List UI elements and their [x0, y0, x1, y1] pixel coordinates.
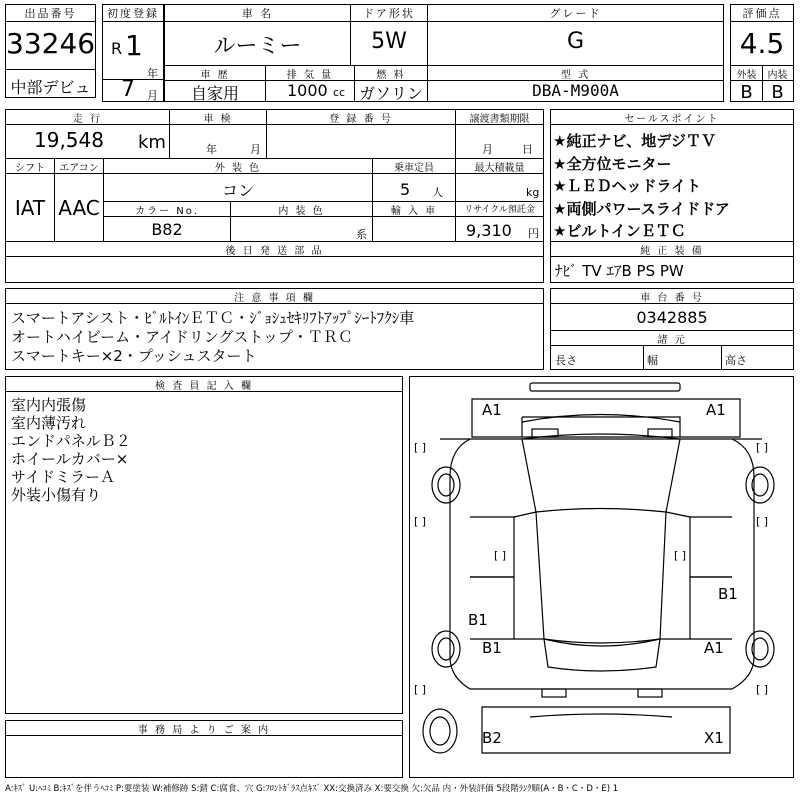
- height-label: 高さ: [725, 354, 747, 367]
- sales-point: ★ＬＥＤヘッドライト: [553, 177, 701, 195]
- registration-no-label: 登 録 番 号: [267, 110, 455, 125]
- sales-point: ★全方位モニター: [553, 154, 672, 173]
- inspector-label: 検 査 員 記 入 欄: [6, 377, 402, 392]
- notes-box: [5, 288, 544, 370]
- exterior-color-label: 外 装 色: [104, 159, 372, 174]
- car-diagram-svg: [410, 377, 793, 777]
- aircon: AAC: [58, 196, 100, 220]
- fuel: ガソリン: [358, 84, 423, 103]
- fuel-label: 燃 料: [355, 66, 427, 81]
- inspector-note: 外装小傷有り: [11, 486, 102, 504]
- chassis-box: [550, 288, 794, 370]
- registration-year: 1: [125, 29, 143, 62]
- standard-equipment: ﾅﾋﾞ TV ｴｱB PS PW: [555, 262, 684, 280]
- transfer-day-unit: 日: [522, 143, 533, 156]
- chassis-number-label: 車 台 番 号: [551, 289, 793, 304]
- lot-number-label: 出品番号: [6, 5, 95, 22]
- sales-point: ★両側パワースライドドア: [553, 199, 730, 218]
- exterior-color: コン: [221, 181, 254, 200]
- inspector-note: ホイールカバー×: [11, 450, 129, 468]
- inspector-note: 室内薄汚れ: [11, 414, 87, 432]
- car-damage-diagram: [409, 376, 794, 778]
- month-unit: 月: [147, 89, 158, 102]
- displacement-unit: cc: [333, 86, 346, 99]
- history-label: 車 歴: [165, 66, 265, 81]
- damage-mark-front-right: A1: [706, 401, 726, 419]
- spec-box: [5, 109, 544, 283]
- damage-mark-right-side: B1: [718, 585, 738, 603]
- damage-mark-right-rear: A1: [704, 639, 724, 657]
- inspector-note: サイドミラーＡ: [11, 468, 115, 486]
- grade-label: グレード: [428, 5, 723, 22]
- grade: G: [566, 29, 585, 54]
- year-unit: 年: [147, 67, 158, 80]
- inspector-note: エンドパネルＢ２: [11, 432, 131, 450]
- aircon-label: エアコン: [55, 159, 103, 174]
- color-number: B82: [151, 220, 183, 239]
- interior-grade: B: [771, 82, 784, 103]
- history: 自家用: [190, 84, 239, 103]
- note-line: スマートキー×2・プッシュスタート: [11, 347, 257, 365]
- sales-points-label: セールスポイント: [551, 110, 793, 125]
- office-label: 事 務 局 よ り ご 案 内: [6, 721, 402, 736]
- capacity-unit: 人: [432, 186, 443, 199]
- debut-label: 中部デビュ: [10, 78, 91, 97]
- mirror-bracket-left: [ ]: [414, 441, 427, 454]
- interior-label: 内装: [762, 66, 793, 81]
- recycle-deposit: 9,310: [466, 221, 512, 240]
- lot-number: 33246: [6, 27, 96, 60]
- door-label: ドア形状: [351, 5, 427, 22]
- door-type: 5W: [371, 29, 407, 54]
- model-code: DBA-M900A: [532, 81, 619, 100]
- legend: A:ｷｽﾞ U:ﾍｺﾐ B:ｷｽﾞを伴うﾍｺﾐ P:要塗装 W:補修跡 S:錆 C:腐食、穴 G:ﾌﾛﾝﾄｶﾞﾗｽ点ｷｽﾞ XX:交換済み X:要交換 欠:欠品 内・外装評価 5段階ﾗﾝｸ順(A・B・C・D・E) 1: [5, 784, 619, 794]
- dimensions-label: 諸 元: [551, 331, 793, 346]
- notes-label: 注 意 事 項 欄: [6, 289, 543, 304]
- score-label: 評価点: [731, 5, 793, 22]
- damage-mark-rear-right: X1: [704, 729, 724, 747]
- transfer-month-unit: 月: [482, 143, 493, 156]
- vehicle-info-box: [164, 4, 724, 102]
- import-label: 輸 入 車: [373, 202, 455, 217]
- note-line: オートハイビーム・アイドリングストップ・ＴＲＣ: [11, 328, 353, 346]
- score-box: [730, 4, 794, 102]
- sales-point: ★ビルトインＥＴＣ: [553, 222, 686, 240]
- first-registration-label: 初度登録: [103, 5, 163, 22]
- sales-points-list: [553, 130, 730, 243]
- office-box: [5, 720, 403, 778]
- recycle-unit: 円: [528, 227, 539, 240]
- mirror-bracket-right: [ ]: [756, 441, 769, 454]
- displacement-label: 排 気 量: [266, 66, 354, 81]
- shift-label: シフト: [6, 159, 54, 174]
- side-bracket-left-lower: [ ]: [414, 683, 427, 696]
- standard-equipment-label: 純 正 装 備: [551, 242, 793, 257]
- transfer-deadline-label: 譲渡書類期限: [456, 110, 543, 125]
- era: R: [111, 39, 123, 58]
- damage-mark-rear-left: B2: [482, 729, 502, 747]
- inspector-notes-list: [11, 396, 131, 504]
- max-load-unit: kg: [526, 186, 540, 199]
- lot-number-box: [5, 4, 96, 98]
- inspection-year-unit: 年: [206, 143, 217, 156]
- later-parts-label: 後 日 発 送 部 品: [6, 242, 543, 257]
- exterior-label: 外装: [731, 66, 762, 81]
- interior-color-suffix: 系: [356, 228, 367, 241]
- car-name-label: 車 名: [165, 5, 350, 22]
- max-load-label: 最大積載量: [456, 159, 543, 174]
- chassis-number: 0342885: [636, 308, 708, 327]
- shift: IAT: [14, 196, 46, 220]
- exterior-grade: B: [740, 82, 753, 103]
- score: 4.5: [739, 27, 785, 60]
- capacity: 5: [400, 180, 411, 199]
- recycle-label: リサイクル預託金: [456, 202, 543, 217]
- side-bracket-right-upper: [ ]: [756, 515, 769, 528]
- capacity-label: 乗車定員: [373, 159, 455, 174]
- displacement: 1000: [287, 81, 328, 100]
- mileage: 19,548: [34, 128, 104, 152]
- mileage-unit: km: [138, 132, 166, 153]
- mileage-label: 走 行: [6, 110, 169, 125]
- damage-mark-left-side: B1: [468, 611, 488, 629]
- length-label: 長さ: [555, 354, 577, 367]
- interior-color-label: 内 装 色: [231, 202, 372, 217]
- inspector-note: 室内内張傷: [11, 396, 87, 414]
- model-label: 型 式: [428, 66, 723, 81]
- side-bracket-right-mid: [ ]: [674, 549, 687, 562]
- width-label: 幅: [647, 354, 658, 367]
- damage-mark-front-left: A1: [482, 401, 502, 419]
- inspection-month-unit: 月: [250, 143, 261, 156]
- sales-points-box: [550, 109, 794, 283]
- registration-month: 7: [121, 77, 135, 102]
- sales-point: ★純正ナビ、地デジＴＶ: [553, 132, 716, 150]
- side-bracket-right-lower: [ ]: [756, 683, 769, 696]
- inspector-box: [5, 376, 403, 714]
- damage-mark-left-rear: B1: [482, 639, 502, 657]
- first-registration-box: [102, 4, 164, 102]
- notes-list: [11, 309, 414, 366]
- side-bracket-left-mid: [ ]: [494, 549, 507, 562]
- inspection-label: 車 検: [170, 110, 266, 125]
- note-line: スマートアシスト・ﾋﾞﾙﾄｲﾝＥＴＣ・ｼﾞｮｼｭｾｷﾘﾌﾄｱｯﾌﾟｼｰﾄﾌｸｼ車: [11, 309, 415, 327]
- car-name: ルーミー: [213, 34, 302, 59]
- side-bracket-left-upper: [ ]: [414, 515, 427, 528]
- color-number-label: カラー No.: [104, 202, 230, 217]
